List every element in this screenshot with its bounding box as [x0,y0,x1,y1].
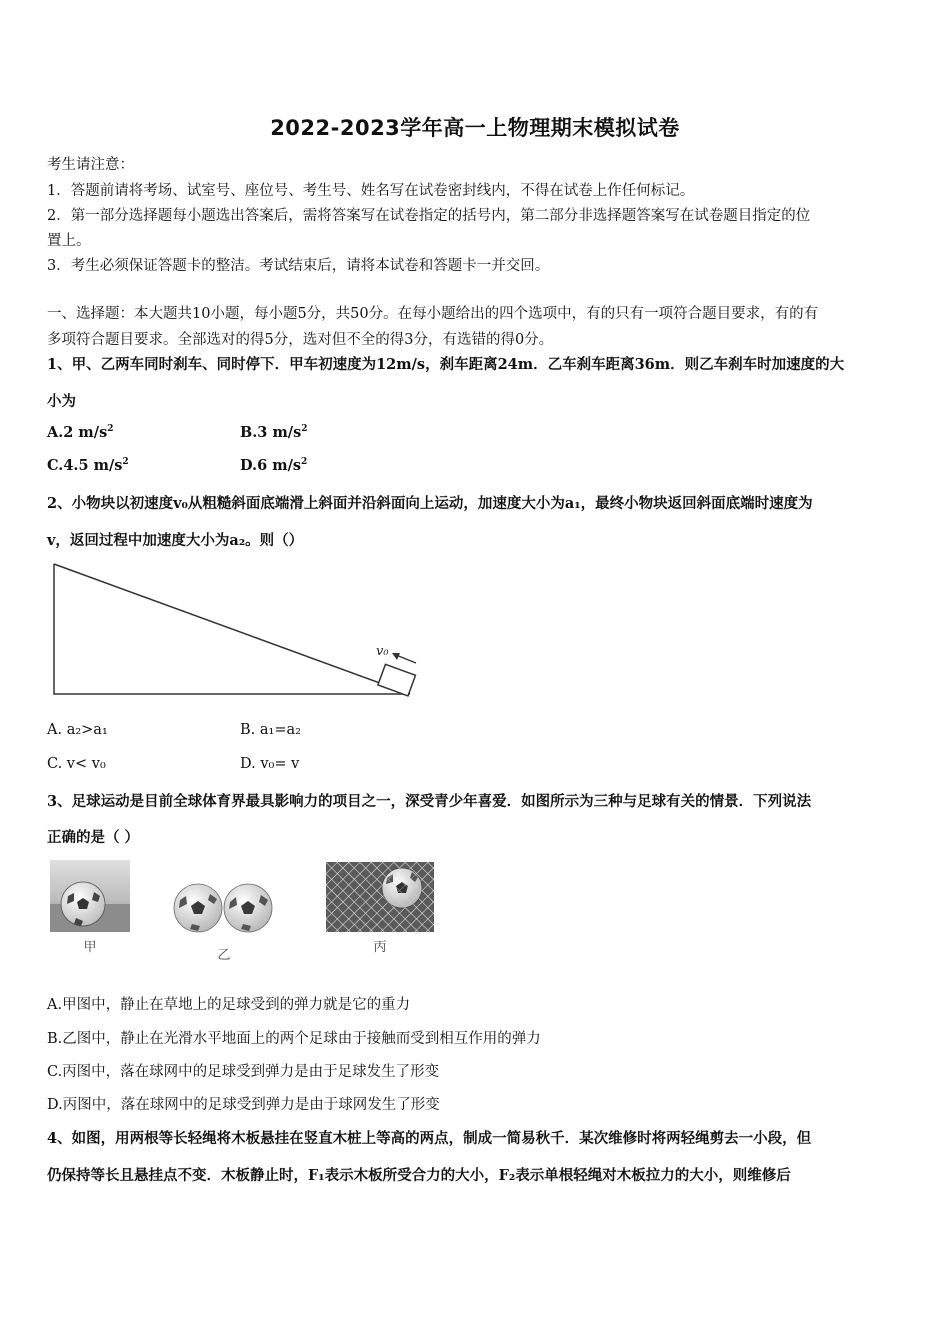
page-title: 2022-2023学年高一上物理期末模拟试卷 [270,116,680,140]
figure-jia [50,860,130,955]
notice-item: 2．第一部分选择题每小题选出答案后，需将答案写在试卷指定的括号内，第二部分非选择题答案写在试卷题目指定的位 [47,208,811,224]
notice-item: 3．考生必须保证答题卡的整洁。考试结束后，请将本试卷和答题卡一并交回。 [47,258,550,274]
question-1-text: 小为 [47,393,76,410]
question-1-text: 1、甲、乙两车同时刹车、同时停下．甲车初速度为12m/s，刹车距离24m．乙车刹车距离36m．则乙车刹车时加速度的大 [47,356,845,373]
soccer-in-net-image [326,862,434,932]
question-2-text: v，返回过程中加速度大小为a₂。则（） [47,532,304,549]
q1-option-a[interactable]: A.2 $m/s^2$ [47,424,114,441]
figure-bing [326,862,434,955]
notice-item: 置上。 [47,233,91,249]
q1-option-c[interactable]: C.4.5 $m/s^2$ [47,457,129,474]
q2-option-b[interactable]: B. a₁=a₂ [240,722,301,738]
q1-option-d[interactable]: D.6 $m/s^2$ [240,457,308,474]
figure-caption: 甲 [83,940,97,955]
velocity-label: v₀ [376,644,389,659]
figure-yi [172,882,276,963]
figure-caption: 乙 [217,948,231,963]
q2-option-d[interactable]: D. v₀= v [240,756,300,772]
q3-option-d[interactable]: D.丙图中，落在球网中的足球受到弹力是由于球网发生了形变 [47,1097,440,1113]
q3-option-c[interactable]: C.丙图中，落在球网中的足球受到弹力是由于足球发生了形变 [47,1064,440,1080]
question-3-text: 3、足球运动是目前全球体育界最具影响力的项目之一，深受青少年喜爱．如图所示为三种与足球有关的情景．下列说法 [47,793,812,810]
velocity-arrow [396,655,416,663]
incline-slope [54,564,410,694]
notice-item: 1．答题前请将考场、试室号、座位号、考生号、姓名写在试卷密封线内，不得在试卷上作任何标记。 [47,183,695,199]
q3-option-a[interactable]: A.甲图中，静止在草地上的足球受到的弹力就是它的重力 [47,997,411,1013]
question-4-text: 4、如图，用两根等长轻绳将木板悬挂在竖直木桩上等高的两点，制成一简易秋千．某次维修时将两轻绳剪去一小段，但 [47,1130,812,1147]
question-4-text: 仍保持等长且悬挂点不变．木板静止时，F₁表示木板所受合力的大小，F₂表示单根轻绳对木板拉力的大小，则维修后 [47,1167,791,1184]
block-shape [378,664,416,696]
q3-option-b[interactable]: B.乙图中，静止在光滑水平地面上的两个足球由于接触而受到相互作用的弹力 [47,1031,541,1047]
q2-option-a[interactable]: A. a₂>a₁ [47,722,108,738]
question-2-text: 2、小物块以初速度v₀从粗糙斜面底端滑上斜面并沿斜面向上运动，加速度大小为a₁，最终小物块返回斜面底端时速度为 [47,495,813,512]
question-3-text: 正确的是（ ） [47,829,140,846]
incline-diagram [48,560,420,700]
two-soccer-balls-image [172,882,276,934]
section-instructions: 多项符合题目要求。全部选对的得5分，选对但不全的得3分，有选错的得0分。 [47,332,554,348]
q1-option-b[interactable]: B.3 $m/s^2$ [240,424,308,441]
figure-caption: 丙 [373,940,387,955]
soccer-on-grass-image [50,860,130,932]
section-instructions: 一、选择题：本大题共10小题，每小题5分，共50分。在每小题给出的四个选项中，有的只有一项符合题目要求，有的有 [47,306,819,322]
q2-option-c[interactable]: C. v< v₀ [47,756,106,772]
notice-title: 考生请注意： [47,157,134,173]
